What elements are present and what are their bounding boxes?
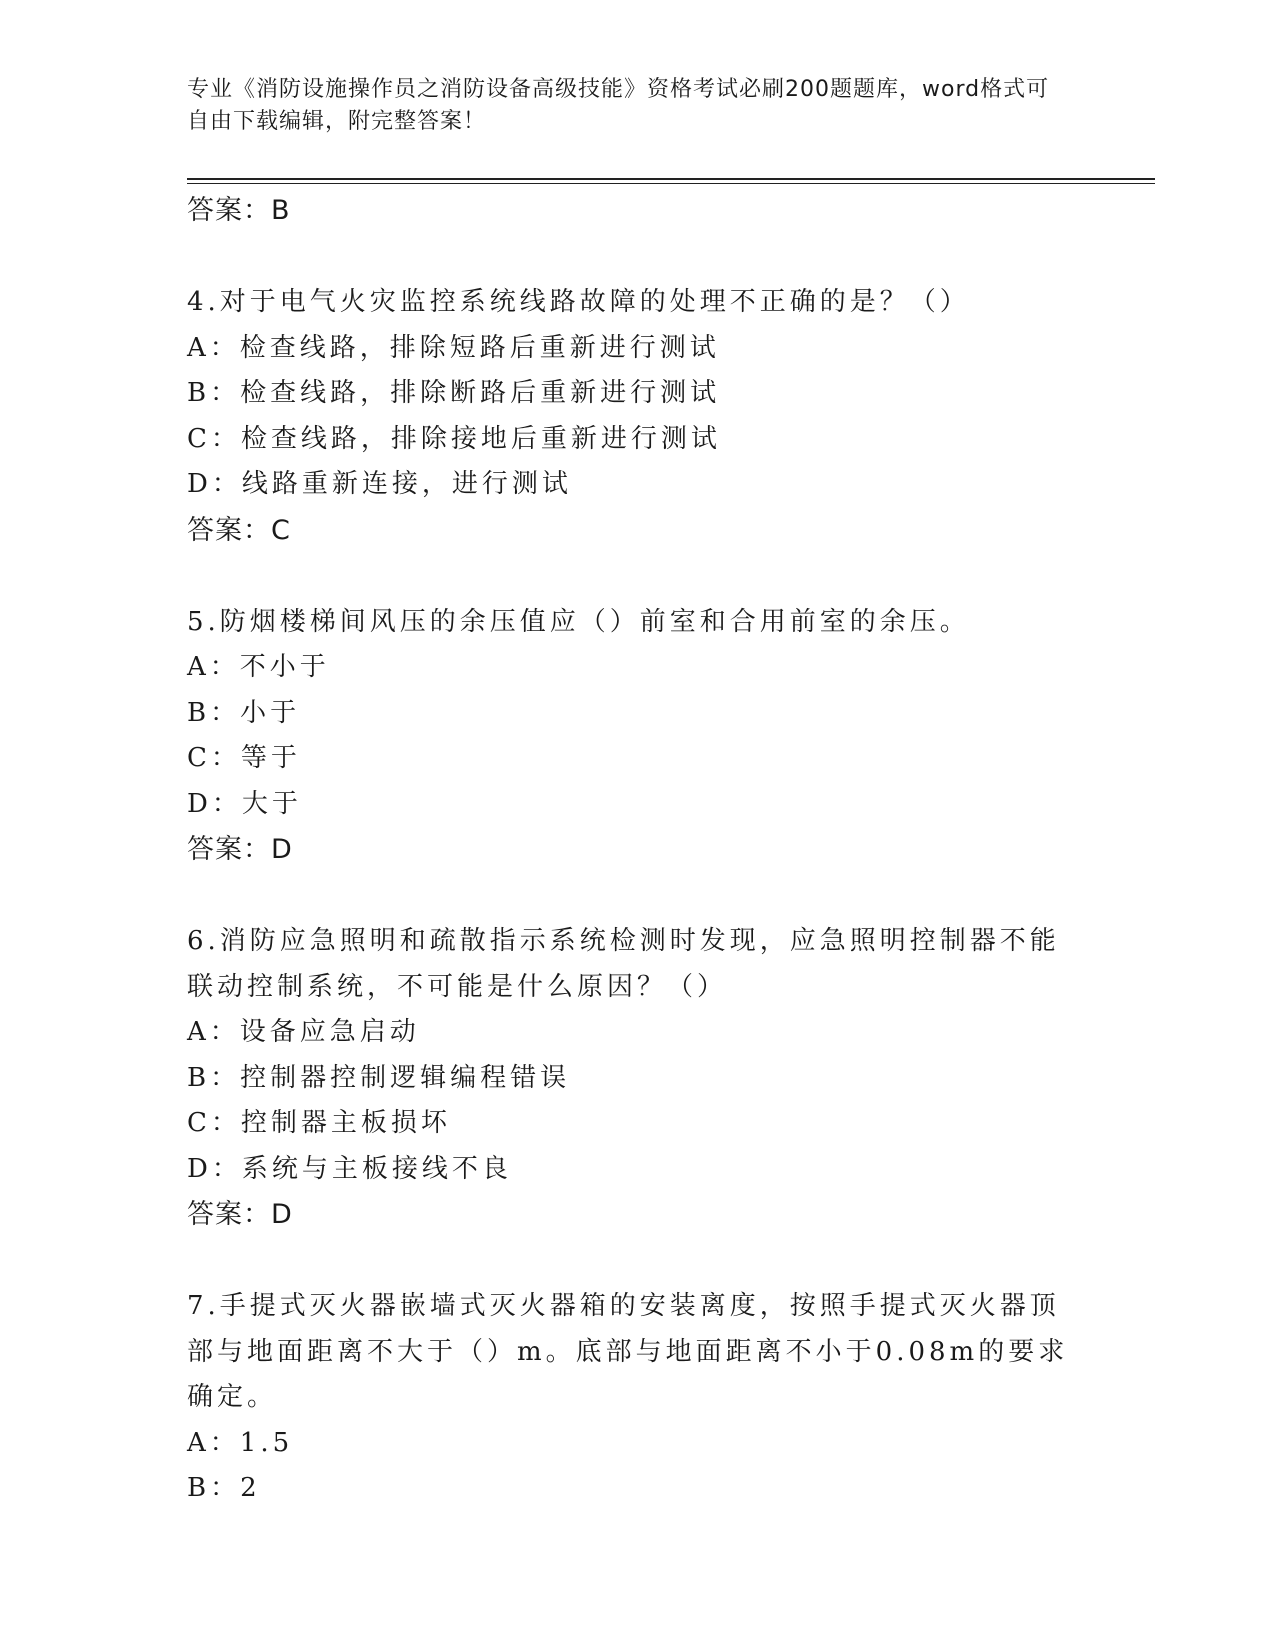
option-d: D：系统与主板接线不良 xyxy=(187,1153,512,1184)
answer-line: 答案：D xyxy=(187,834,293,865)
answer-line: 答案：C xyxy=(187,514,291,546)
option-c: C：控制器主板损坏 xyxy=(187,1108,451,1138)
spacer xyxy=(187,234,1087,280)
option-b: B：检查线路，排除断路后重新进行测试 xyxy=(187,378,721,408)
question-text: 6.消防应急照明和疏散指示系统检测时发现，应急照明控制器不能联动控制系统，不可能是什么原因？（） xyxy=(187,926,1060,1002)
option-d: D：线路重新连接，进行测试 xyxy=(187,469,572,499)
option-b: B：2 xyxy=(187,1473,261,1503)
question-4 xyxy=(187,280,1087,554)
question-text: 7.手提式灭火器嵌墙式灭火器箱的安装离度，按照手提式灭火器顶部与地面距离不大于（）m。底部与地面距离不小于0.08m的要求确定。 xyxy=(187,1291,1069,1412)
question-list xyxy=(187,188,1087,1512)
header-rule-thin xyxy=(187,183,1155,184)
option-a: A：不小于 xyxy=(187,652,330,682)
header-title: 专业《消防设施操作员之消防设备高级技能》资格考试必刷200题题库，word格式可自由下载编辑，附完整答案！ xyxy=(187,77,1050,134)
option-d: D：大于 xyxy=(187,788,302,819)
question-text: 4.对于电气火灾监控系统线路故障的处理不正确的是？（） xyxy=(187,287,970,317)
option-a: A：检查线路，排除短路后重新进行测试 xyxy=(187,332,720,363)
question-5 xyxy=(187,600,1087,874)
option-a: A：1.5 xyxy=(187,1427,294,1458)
header-rule-thick xyxy=(187,178,1155,180)
option-c: C：等于 xyxy=(187,743,301,773)
spacer xyxy=(187,1238,1087,1284)
question-text: 5.防烟楼梯间风压的余压值应（）前室和合用前室的余压。 xyxy=(187,606,970,637)
question-6 xyxy=(187,919,1087,1238)
question-7 xyxy=(187,1284,1087,1512)
option-c: C：检查线路，排除接地后重新进行测试 xyxy=(187,423,721,454)
option-b: B：小于 xyxy=(187,697,301,728)
spacer xyxy=(187,873,1087,919)
spacer xyxy=(187,554,1087,600)
document-header xyxy=(187,74,1067,138)
option-a: A：设备应急启动 xyxy=(187,1017,420,1047)
option-b: B：控制器控制逻辑编程错误 xyxy=(187,1062,571,1093)
answer-line: 答案：B xyxy=(187,195,291,226)
answer-line: 答案：D xyxy=(187,1199,293,1230)
